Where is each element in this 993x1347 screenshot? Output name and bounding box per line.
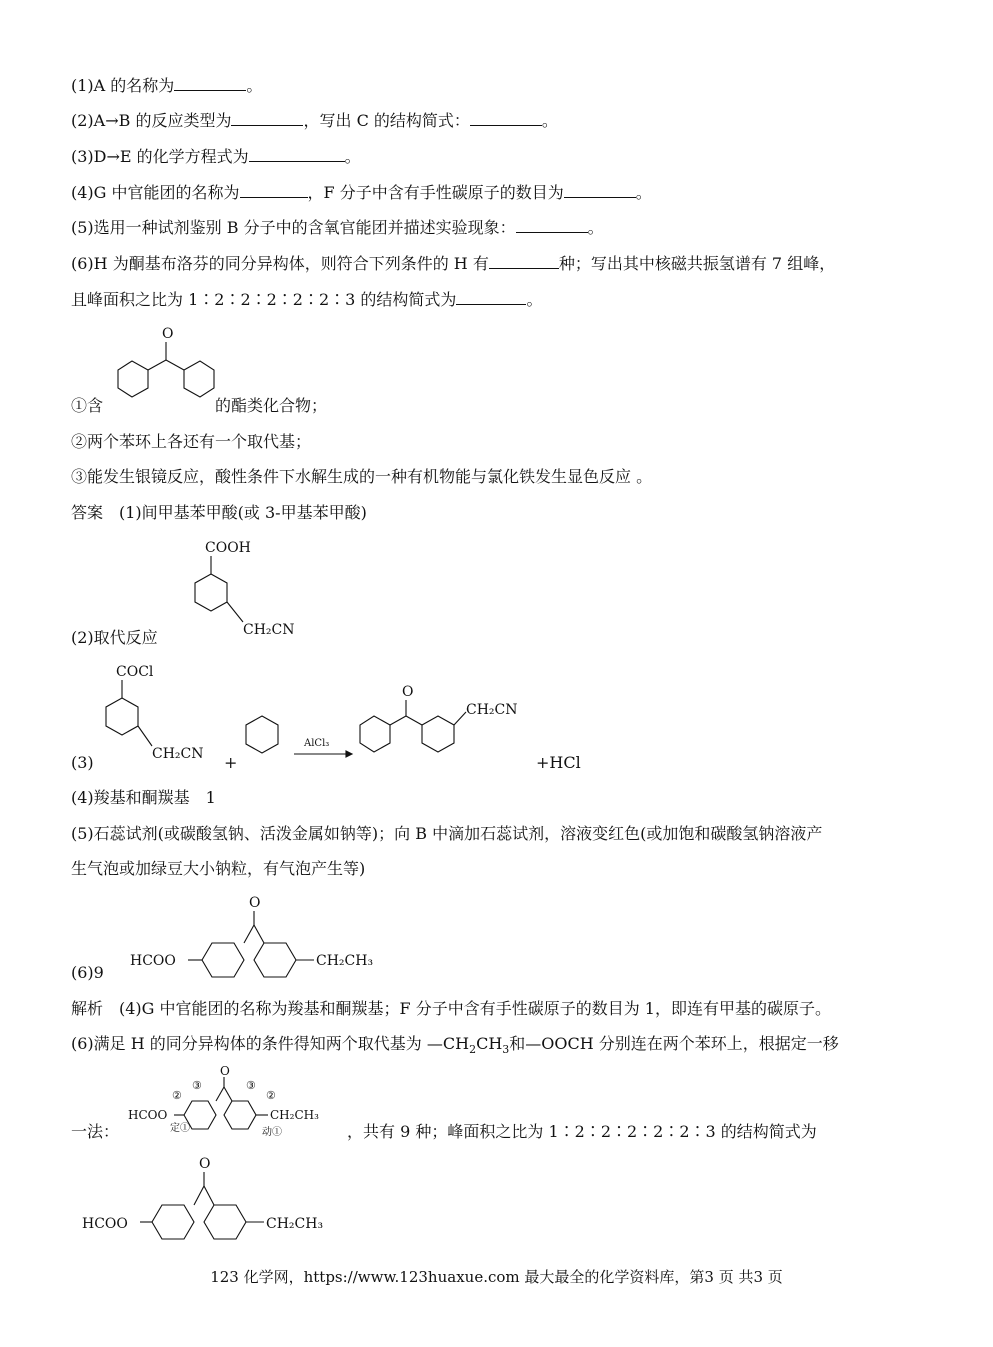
oxygen-label: O	[199, 1156, 211, 1172]
benzene-ring	[204, 1205, 246, 1239]
q6-text: (6)H 为酮基布洛芬的同分异构体，则符合下列条件的 H 有	[71, 254, 489, 273]
q6-end: 。	[526, 290, 543, 309]
answer-5-line-2: 生气泡或加绿豆大小钠粒，有气泡产生等)	[71, 859, 366, 878]
bond	[390, 716, 406, 725]
bond	[454, 712, 466, 725]
position-3-label: ③	[246, 1079, 256, 1092]
catalyst-label: AlCl₃	[304, 738, 330, 749]
oxygen-label: O	[220, 1064, 230, 1078]
fix-one-move-one-structure	[128, 1065, 350, 1143]
product-structure	[352, 680, 542, 770]
answer-blank	[489, 252, 559, 269]
q5-text: (5)选用一种试剂鉴别 B 分子中的含氧官能团并描述实验现象：	[71, 218, 516, 237]
answer-blank	[516, 216, 588, 233]
question-5	[71, 216, 604, 239]
reaction-arrow	[292, 734, 352, 764]
cocl-label: COCl	[116, 664, 154, 680]
answer-3: (3)	[71, 753, 94, 772]
fixed-label: 定①	[170, 1123, 190, 1134]
bond	[254, 925, 264, 943]
position-2-label: ②	[266, 1089, 276, 1102]
q1-end: 。	[246, 76, 263, 95]
question-6	[71, 252, 835, 275]
answer-blank	[456, 288, 526, 305]
bond	[138, 726, 152, 746]
benzene-ring	[246, 716, 278, 753]
ch2cn-label: CH₂CN	[466, 702, 518, 718]
analysis-3-a: 一法：	[71, 1122, 120, 1141]
benzene-ring	[202, 943, 244, 977]
answer-blank	[564, 181, 636, 198]
hcoo-label: HCOO	[130, 953, 176, 969]
position-3-label: ③	[192, 1079, 202, 1092]
page-footer: 123 化学网，https://www.123huaxue.com 最大最全的化学资料库，第3 页 共3 页	[210, 1268, 783, 1286]
q6-text-c: 且峰面积之比为 1∶2∶2∶2∶2∶2∶3 的结构简式为	[71, 290, 457, 309]
question-2	[71, 109, 558, 132]
hcoo-label: HCOO	[128, 1108, 168, 1122]
benzene-structure	[238, 712, 288, 772]
condition-3: ③能发生银镜反应，酸性条件下水解生成的一种有机物能与氯化铁发生显色反应 。	[71, 467, 653, 486]
analysis-2-a: (6)满足 H 的同分异构体的条件得知两个取代基为 —CH	[71, 1034, 470, 1053]
bond	[244, 925, 254, 943]
moving-label: 动①	[262, 1127, 282, 1138]
ethyl-label: CH₂CH₃	[270, 1108, 319, 1122]
question-4	[71, 181, 652, 204]
final-structure	[82, 1152, 352, 1242]
benzene-ring	[224, 1101, 256, 1129]
benzene-ring	[152, 1205, 194, 1239]
q2-end: 。	[541, 111, 558, 130]
position-2-label: ②	[172, 1089, 182, 1102]
bond	[204, 1186, 214, 1205]
ch2cn-label: CH₂CN	[243, 622, 295, 638]
analysis-2-c: 和—OOCH 分别连在两个苯环上，根据定一移	[509, 1034, 839, 1053]
answer-5-line-1: (5)石蕊试剂(或碳酸氢钠、活泼金属如钠等)；向 B 中滴加石蕊试剂，溶液变红色(或加饱和碳酸氢钠溶液产	[71, 824, 823, 843]
benzene-ring	[254, 943, 296, 977]
plus-sign: +	[224, 753, 238, 772]
analysis-2-b: CH	[476, 1034, 503, 1053]
oxygen-label: O	[249, 895, 261, 911]
compound-c-structure	[185, 536, 315, 641]
oxygen-label: O	[162, 326, 174, 342]
question-6-cont	[71, 288, 542, 311]
cooh-label: COOH	[205, 540, 251, 556]
benzene-ring	[195, 574, 227, 611]
q5-end: 。	[587, 218, 604, 237]
bond	[194, 1186, 204, 1205]
bond	[166, 360, 184, 370]
q2-text-b: ，写出 C 的结构简式：	[303, 111, 470, 130]
question-3	[71, 145, 361, 168]
condition-1-a: ①含	[71, 396, 104, 415]
ch2cn-label: CH₂CN	[152, 746, 204, 762]
q3-text: (3)D→E 的化学方程式为	[71, 147, 249, 166]
condition-1-b: 的酯类化合物；	[215, 396, 328, 415]
answer-6-structure	[130, 893, 400, 978]
bond	[216, 1087, 224, 1101]
ethyl-label: CH₂CH₃	[266, 1216, 324, 1232]
hcl-product: +HCl	[536, 753, 581, 772]
benzene-ring	[184, 361, 214, 397]
ethyl-label: CH₂CH₃	[316, 953, 374, 969]
q4-text: (4)G 中官能团的名称为	[71, 183, 240, 202]
acyl-chloride-structure	[96, 660, 226, 770]
benzene-ring	[118, 361, 148, 397]
hcoo-label: HCOO	[82, 1216, 128, 1232]
q6-text-b: 种；写出其中核磁共振氢谱有 7 组峰，	[558, 254, 836, 273]
answer-4: (4)羧基和酮羰基 1	[71, 788, 216, 807]
answer-2: (2)取代反应	[71, 628, 158, 647]
benzene-ring	[106, 698, 138, 735]
answer-blank	[249, 145, 345, 162]
benzene-ring	[360, 716, 390, 752]
analysis-3-b: ，共有 9 种；峰面积之比为 1∶2∶2∶2∶2∶2∶3 的结构简式为	[347, 1122, 817, 1141]
benzene-ring	[422, 716, 454, 752]
q1-text: (1)A 的名称为	[71, 76, 175, 95]
bond	[224, 1087, 232, 1101]
answer-blank	[174, 74, 246, 91]
answer-blank	[470, 109, 542, 126]
q4-text-b: ，F 分子中含有手性碳原子的数目为	[307, 183, 564, 202]
question-1	[71, 74, 262, 97]
bond	[227, 602, 243, 622]
benzophenone-structure	[112, 322, 222, 412]
q4-end: 。	[635, 183, 652, 202]
analysis-2: (6)满足 H 的同分异构体的条件得知两个取代基为 $—CH_2CH_3$和—OOCH 分别连在两个苯环上，根据定一移	[71, 1034, 839, 1057]
oxygen-label: O	[402, 684, 414, 700]
condition-2: ②两个苯环上各还有一个取代基；	[71, 432, 312, 451]
q2-text: (2)A→B 的反应类型为	[71, 111, 232, 130]
bond	[406, 716, 422, 725]
q3-end: 。	[344, 147, 361, 166]
answer-blank	[240, 181, 308, 198]
answer-6: (6)9	[71, 963, 104, 982]
answer-1: 答案 (1)间甲基苯甲酸(或 3-甲基苯甲酸)	[71, 503, 367, 522]
answer-blank	[231, 109, 303, 126]
bond	[148, 360, 166, 370]
analysis-1: 解析 (4)G 中官能团的名称为羧基和酮羰基；F 分子中含有手性碳原子的数目为 1，即连有甲基的碳原子。	[71, 999, 831, 1018]
